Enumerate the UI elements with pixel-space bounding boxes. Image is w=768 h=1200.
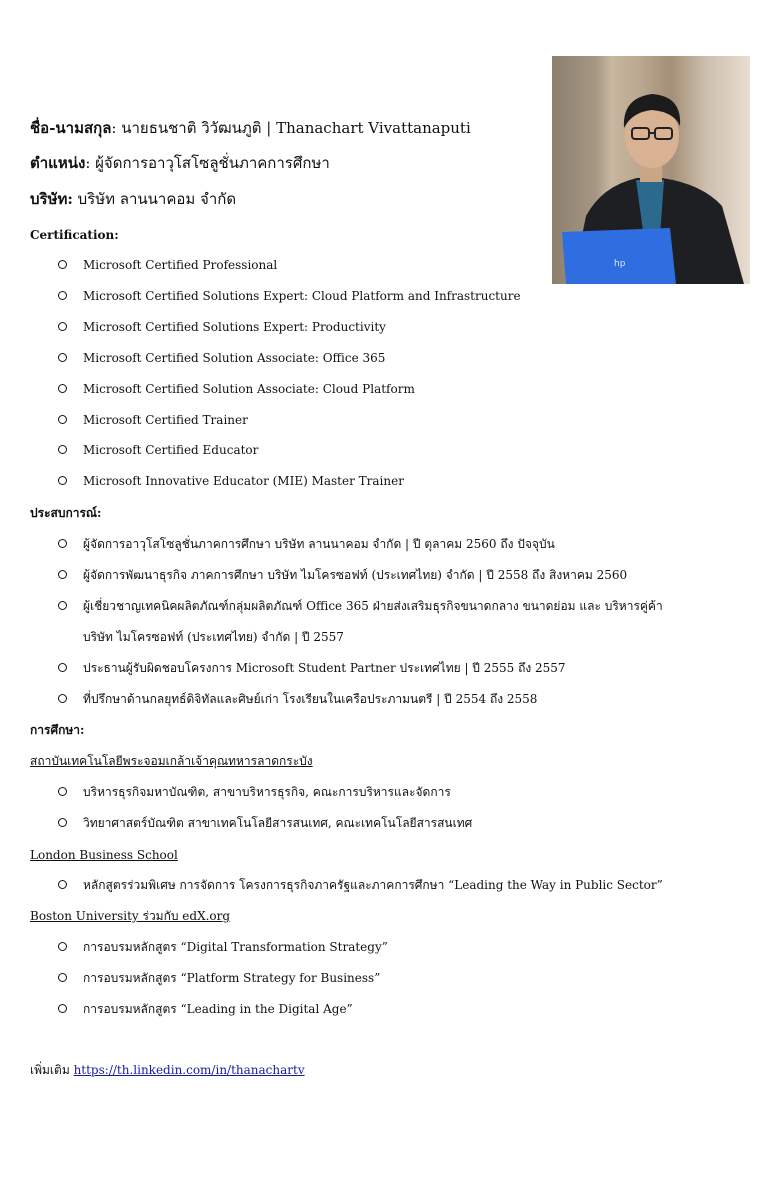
experience-heading: ประสบการณ์: (30, 506, 102, 520)
bullet-icon (58, 476, 67, 485)
bullet-icon (58, 694, 67, 703)
svg-text:hp: hp (614, 259, 626, 269)
bullet-icon (58, 942, 67, 951)
bullet-icon (58, 818, 67, 827)
education-heading: การศึกษา: (30, 723, 85, 737)
bullet-icon (58, 353, 67, 362)
bullet-icon (58, 384, 67, 393)
profile-photo (552, 56, 750, 284)
bullet-icon (58, 570, 67, 579)
school-name: สถาบันเทคโนโลยีพระจอมเกล้าเจ้าคุณทหารลาดกระบัง (30, 754, 313, 768)
bullet-icon (58, 1004, 67, 1013)
list-item-continuation: บริษัท ไมโครซอฟท์ (ประเทศไทย) จำกัด | ปี 2557 (83, 630, 344, 644)
certification-heading: Certification: (30, 228, 119, 242)
bullet-icon (58, 880, 67, 889)
company-line (30, 189, 236, 209)
name-label: ชื่อ-นามสกุล (30, 119, 112, 137)
bullet-icon (58, 787, 67, 796)
bullet-icon (58, 663, 67, 672)
bullet-icon (58, 539, 67, 548)
position-label: ตำแหน่ง (30, 154, 86, 172)
company-value: บริษัท ลานนาคอม จำกัด (72, 190, 237, 208)
resume-page: ชื่อ-นามสกุล: นายธนชาติ วิวัฒนภูติ | Thanachart Vivattanaputi ตำแหน่ง: ผู้จัดการอาวุโสโซลูชั่นภาคการศึกษา บริษัท: บริษัท ลานนาคอม จำกัด hp Certification: Microsoft Certified Professional Microsoft Certified Solutions Expert: Cloud Platform and Infrastructure Microsoft Certified Solutions Expert: Productivity Microsoft Certified Solution Associate: Office 365 Microsoft Certified Solution Associate: Cloud Platform Microsoft Certified Trainer Microsoft Certified Educator Microsoft Innovative Educator (MIE) Master Trainer ประสบการณ์: ผู้จัดการอาวุโสโซลูชั่นภาคการศึกษา บริษัท ลานนาคอม จำกัด | ปี ตุลาคม 2560 ถึง ปัจจุบัน ผู้จัดการพัฒนาธุรกิจ ภาคการศึกษา บริษัท ไมโครซอฟท์ (ประเทศไทย) จำกัด | ปี 2558 ถึง สิงหาคม 2560 ผู้เชี่ยวชาญเทคนิคผลิตภัณฑ์กลุ่มผลิตภัณฑ์ Office 365 ฝ่ายส่งเสริมธุรกิจขนาดกลาง ขนาดย่อม และ บริหารคู่ค้า บริษัท ไมโครซอฟท์ (ประเทศไทย) จำกัด | ปี 2557 ประธานผู้รับผิดชอบโครงการ Microsoft Student Partner ประเทศไทย | ปี 2555 ถึง 2557 ที่ปรึกษาด้านกลยุทธ์ดิจิทัลและศิษย์เก่า โรงเรียนในเครือประภามนตรี | ปี 2554 ถึง 2558 การศึกษา: สถาบันเทคโนโลยีพระจอมเกล้าเจ้าคุณทหารลาดกระบัง บริหารธุรกิจมหาบัณฑิต, สาขาบริหารธุรกิจ, คณะการบริหารและจัดการ วิทยาศาสตร์บัณฑิต สาขาเทคโนโลยีสารสนเทศ, คณะเทคโนโลยีสารสนเทศ London Business School หลักสูตรร่วมพิเศษ การจัดการ โครงการธุรกิจภาครัฐและภาคการศึกษา “Leading the Way in Public Sector” Boston University ร่วมกับ edX.org การอบรมหลักสูตร “Digital Transformation Strategy” การอบรมหลักสูตร “Platform Strategy for Business” การอบรมหลักสูตร “Leading in the Digital Age” เพิ่มเติม https://th.linkedin.com/in/thanachartv (0, 0, 768, 1200)
bullet-icon (58, 291, 67, 300)
more-info-line (30, 1062, 305, 1078)
company-label: บริษัท: (30, 190, 73, 208)
name-line (30, 118, 471, 138)
position-line (30, 153, 330, 173)
more-info-label: เพิ่มเติม (30, 1063, 70, 1077)
bullet-icon (58, 415, 67, 424)
bullet-icon (58, 445, 67, 454)
bullet-icon (58, 322, 67, 331)
bullet-icon (58, 973, 67, 982)
school-name: London Business School (30, 848, 178, 862)
school-name: Boston University ร่วมกับ edX.org (30, 909, 231, 923)
bullet-icon (58, 601, 67, 610)
bullet-icon (58, 260, 67, 269)
name-value: : นายธนชาติ วิวัฒนภูติ | Thanachart Vivattanaputi (111, 119, 471, 137)
linkedin-link[interactable]: https://th.linkedin.com/in/thanachartv (73, 1063, 305, 1077)
position-value: : ผู้จัดการอาวุโสโซลูชั่นภาคการศึกษา (85, 154, 330, 172)
